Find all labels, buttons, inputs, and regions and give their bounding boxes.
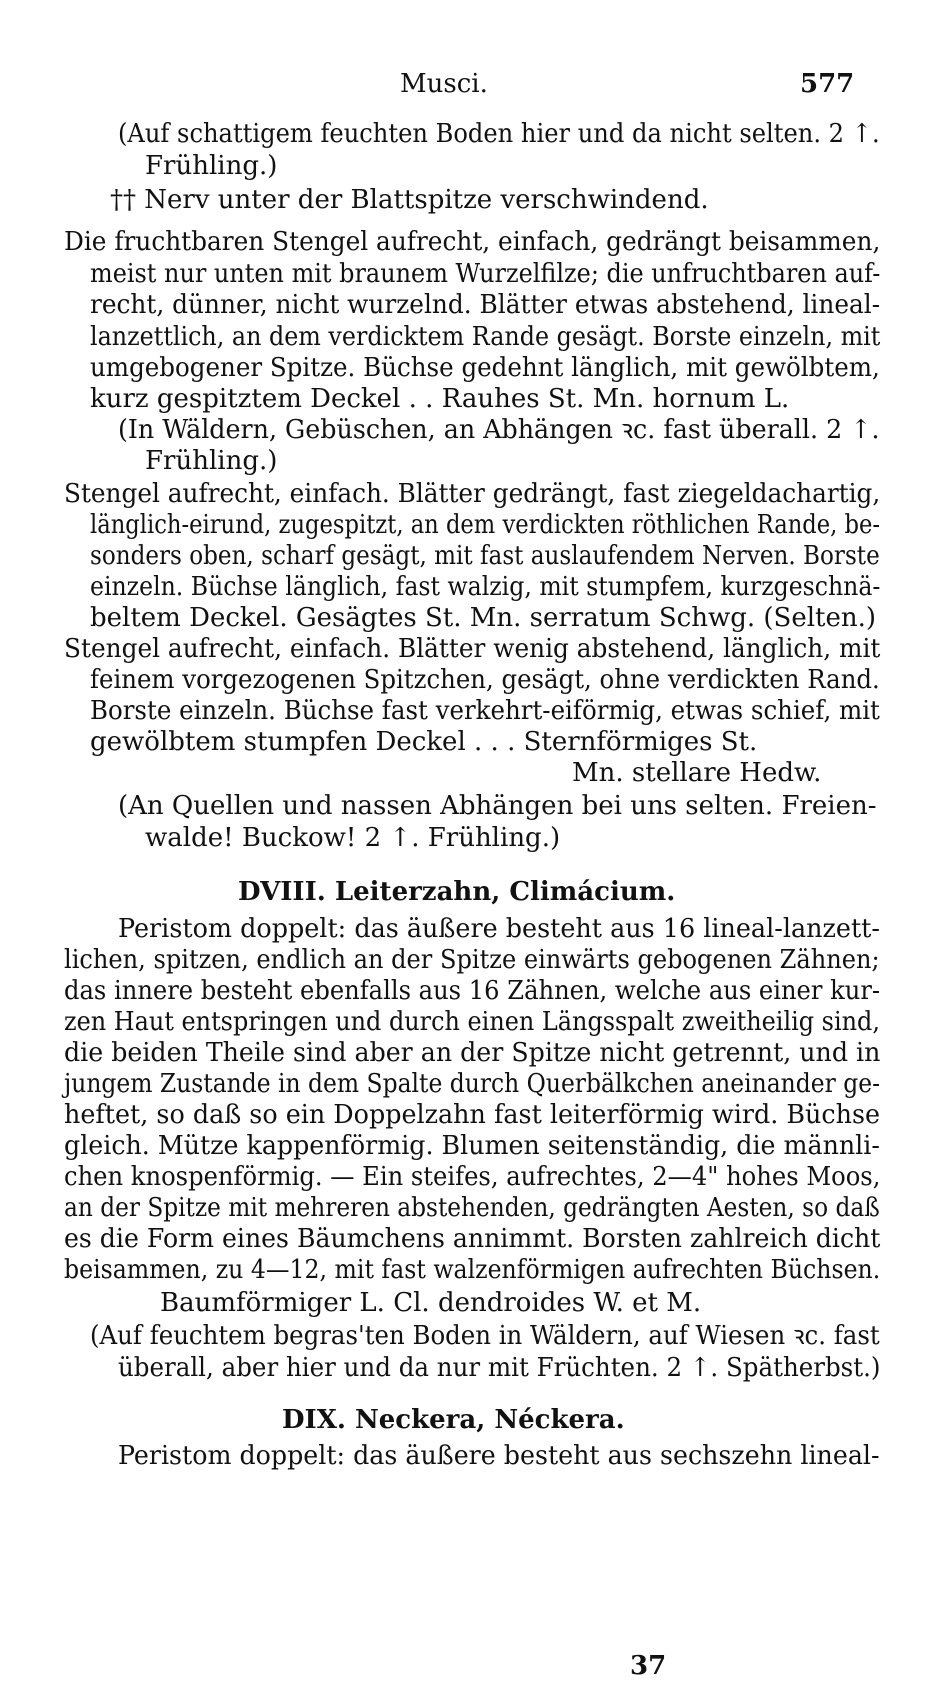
text-line: Peristom doppelt: das äußere besteht aus 16 lineal-lanzett- — [118, 914, 881, 944]
text-line: zen Haut entspringen und durch einen Längsspalt zweitheilig sind, — [64, 1007, 880, 1037]
text-line: jungem Zustande in dem Spalte durch Querbälkchen aneinander ge- — [64, 1069, 880, 1099]
text-line: (Auf schattigem feuchten Boden hier und da nicht selten. 2 ↑. — [118, 119, 880, 149]
section-heading: DVIII. Leiterzahn, Climácium. — [238, 877, 676, 907]
text-line: es die Form eines Bäumchens annimmt. Borsten zahlreich dicht — [64, 1224, 881, 1254]
text-line: Baumförmiger L. Cl. dendroides W. et M. — [160, 1288, 702, 1318]
text-line: Mn. stellare Hedw. — [572, 758, 822, 788]
text-line: umgebogener Spitze. Büchse gedehnt länglich, mit gewölbtem, — [90, 353, 880, 383]
text-line: Borste einzeln. Büchse fast verkehrt-eiförmig, etwas schief, mit — [90, 696, 880, 726]
running-header-title: Musci. — [400, 69, 488, 99]
text-line: (An Quellen und nassen Abhängen bei uns selten. Freien- — [118, 791, 877, 821]
text-line: walde! Buckow! 2 ↑. Frühling.) — [145, 823, 561, 853]
text-line: Frühling.) — [145, 151, 278, 181]
text-line: Frühling.) — [145, 446, 278, 476]
text-line: (In Wäldern, Gebüschen, an Abhängen ꝛc. fast überall. 2 ↑. — [118, 415, 880, 445]
text-line: gleich. Mütze kappenförmig. Blumen seitenständig, die männli- — [64, 1131, 880, 1161]
text-line: heftet, so daß so ein Doppelzahn fast leiterförmig wird. Büchse — [64, 1100, 881, 1130]
text-line: sonders oben, scharf gesägt, mit fast auslaufendem Nerven. Borste — [90, 541, 880, 571]
text-line: Peristom doppelt: das äußere besteht aus sechszehn lineal- — [118, 1441, 880, 1471]
text-line: chen knospenförmig. — Ein steifes, aufrechtes, 2—4" hohes Moos, — [64, 1162, 881, 1192]
text-line: †† Nerv unter der Blattspitze verschwindend. — [110, 185, 709, 215]
text-line: beisammen, zu 4—12, mit fast walzenförmigen aufrechten Büchsen. — [64, 1255, 881, 1285]
text-line: einzeln. Büchse länglich, fast walzig, mit stumpfem, kurzgeschnä- — [90, 572, 881, 602]
text-line: an der Spitze mit mehreren abstehenden, gedrängten Aesten, so daß — [64, 1193, 880, 1223]
text-line: die beiden Theile sind aber an der Spitze nicht getrennt, und in — [64, 1038, 881, 1068]
text-line: überall, aber hier und da nur mit Früchten. 2 ↑. Spätherbst.) — [118, 1353, 881, 1383]
text-line: lanzettlich, an dem verdicktem Rande gesägt. Borste einzeln, mit — [90, 322, 881, 352]
text-line: kurz gespitztem Deckel . . Rauhes St. Mn. hornum L. — [90, 384, 790, 414]
text-line: gewölbtem stumpfen Deckel . . . Sternförmiges St. — [90, 727, 758, 757]
text-line: feinem vorgezogenen Spitzchen, gesägt, ohne verdickten Rand. — [90, 665, 880, 695]
text-line: meist nur unten mit braunem Wurzelfilze; die unfruchtbaren auf- — [90, 259, 881, 289]
text-line: länglich-eirund, zugespitzt, an dem verdickten röthlichen Rande, be- — [90, 510, 881, 540]
text-line: recht, dünner, nicht wurzelnd. Blätter etwas abstehend, lineal- — [90, 290, 881, 320]
text-line: Stengel aufrecht, einfach. Blätter gedrängt, fast ziegeldachartig, — [64, 479, 881, 509]
signature-mark: 37 — [630, 1651, 667, 1681]
text-line: Die fruchtbaren Stengel aufrecht, einfach, gedrängt beisammen, — [64, 227, 881, 257]
text-line: das innere besteht ebenfalls aus 16 Zähnen, welche aus einer kur- — [64, 976, 881, 1006]
text-line: beltem Deckel. Gesägtes St. Mn. serratum Schwg. (Selten.) — [90, 603, 877, 633]
page-number: 577 — [800, 69, 855, 99]
text-line: Stengel aufrecht, einfach. Blätter wenig abstehend, länglich, mit — [64, 634, 881, 664]
text-line: (Auf feuchtem begras'ten Boden in Wäldern, auf Wiesen ꝛc. fast — [90, 1321, 880, 1351]
text-line: lichen, spitzen, endlich an der Spitze einwärts gebogenen Zähnen; — [64, 945, 880, 975]
section-heading: DIX. Neckera, Néckera. — [282, 1405, 625, 1435]
